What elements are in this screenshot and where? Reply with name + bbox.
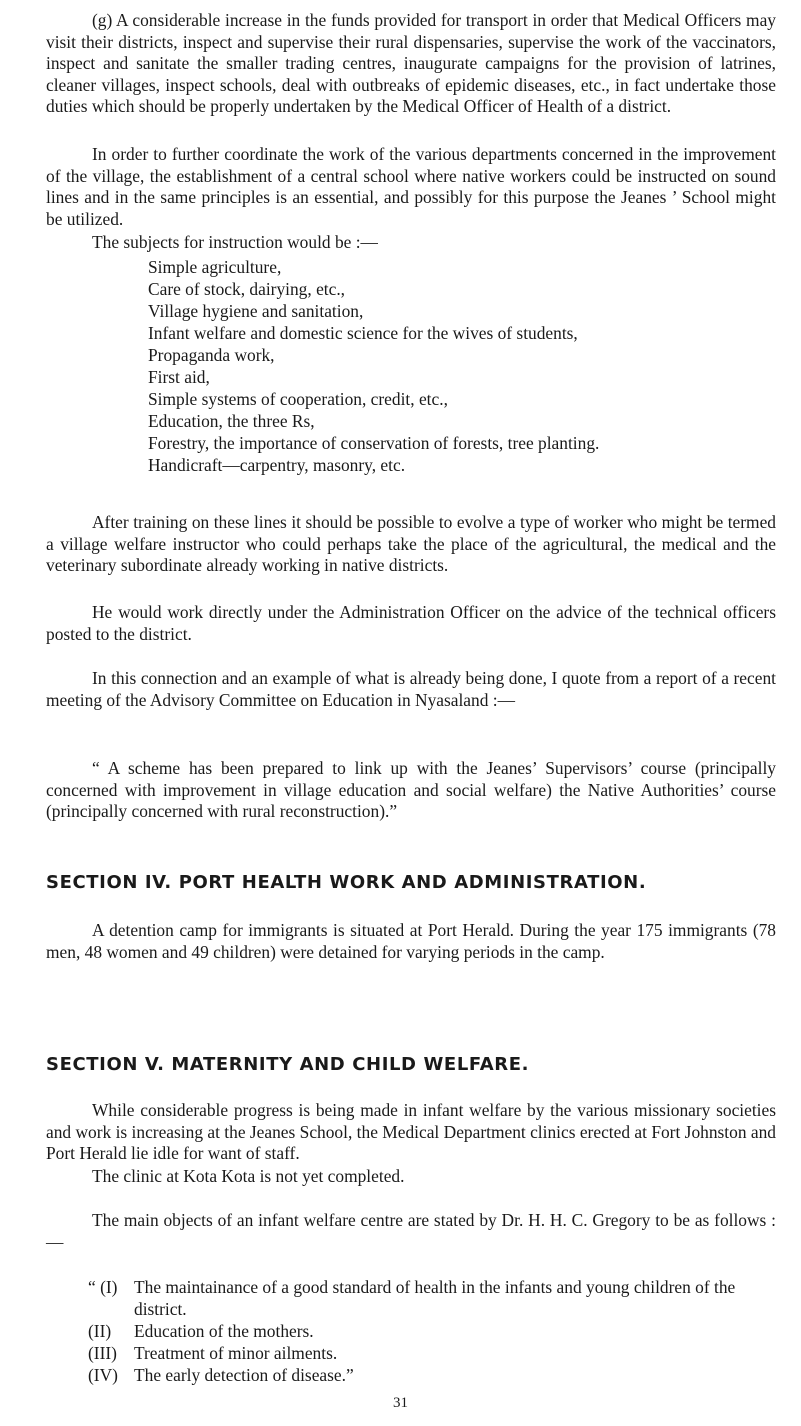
paragraph-he-would-work: He would work directly under the Administration Officer on the advice of the technical officers posted to the district. <box>46 602 776 644</box>
list-item <box>88 1364 778 1386</box>
paragraph-connection: In this connection and an example of what is already being done, I quote from a report of a recent meeting of the Advisory Committee on Education in Nyasaland :— <box>46 668 776 710</box>
list-item: Simple agriculture, <box>148 257 282 277</box>
list-item: Handicraft—carpentry, masonry, etc. <box>148 455 406 475</box>
section-iv-heading: SECTION IV. PORT HEALTH WORK AND ADMINISTRATION. <box>46 872 647 893</box>
list-item <box>88 1276 778 1320</box>
paragraph-detention: A detention camp for immigrants is situated at Port Herald. During the year 175 immigrants (78 men, 48 women and 49 children) were detained for varying periods in the camp. <box>46 920 776 962</box>
paragraph-coordinate: In order to further coordinate the work of the various departments concerned in the improvement of the village, the establishment of a central school where native workers could be instructed on sound lines and in the same principles is an essential, and possibly for this purpose the Jeanes ’ School might be utilized. <box>46 144 776 229</box>
list-item-number: “ (I) <box>88 1277 118 1297</box>
paragraph-g: (g) A considerable increase in the funds provided for transport in order that Medical Officers may visit their districts, inspect and supervise their rural dispensaries, supervise the work of the vaccinators, inspect and sanitate the smaller trading centres, inaugurate campaigns for the provision of latrines, cleaner villages, inspect schools, deal with outbreaks of epidemic diseases, etc., in fact undertake those duties which should be properly undertaken by the Medical Officer of Health of a district. <box>46 10 776 117</box>
list-item: Simple systems of cooperation, credit, etc., <box>148 389 448 409</box>
list-item: Forestry, the importance of conservation of forests, tree planting. <box>148 433 600 453</box>
paragraph-quote: “ A scheme has been prepared to link up with the Jeanes’ Supervisors’ course (principally concerned with improvement in village education and social welfare) the Native Authorities’ course (principally concerned with rural reconstruction).” <box>46 758 776 822</box>
list-item: Care of stock, dairying, etc., <box>148 279 346 299</box>
list-item-number: (II) <box>88 1321 112 1341</box>
paragraph-while: While considerable progress is being made in infant welfare by the various missionary societies and work is increasing at the Jeanes School, the Medical Department clinics erected at Fort Johnston and Port Herald lie idle for want of staff. <box>46 1100 776 1164</box>
page-number: 31 <box>393 1395 408 1411</box>
list-item-text: The early detection of disease.” <box>134 1365 354 1385</box>
list-item: First aid, <box>148 367 210 387</box>
list-item: Propaganda work, <box>148 345 275 365</box>
list-item-number: (IV) <box>88 1365 118 1385</box>
list-item <box>88 1342 778 1364</box>
list-item: Village hygiene and sanitation, <box>148 301 364 321</box>
paragraph-after-training: After training on these lines it should be possible to evolve a type of worker who might be termed a village welfare instructor who could perhaps take the place of the agricultural, the medical and the veterinary subordinate already working in native districts. <box>46 512 776 576</box>
list-item-number: (III) <box>88 1343 117 1363</box>
list-item-text: Education of the mothers. <box>134 1321 314 1341</box>
paragraph-kota-kota: The clinic at Kota Kota is not yet completed. <box>92 1166 405 1186</box>
list-item <box>88 1320 778 1342</box>
list-item: Infant welfare and domestic science for the wives of students, <box>148 323 578 343</box>
subjects-list <box>148 256 778 476</box>
list-item-text: Treatment of minor ailments. <box>134 1343 338 1363</box>
paragraph-subjects-intro: The subjects for instruction would be :— <box>92 232 378 252</box>
objects-list <box>88 1276 778 1386</box>
list-item: Education, the three Rs, <box>148 411 315 431</box>
paragraph-main-objects: The main objects of an infant welfare centre are stated by Dr. H. H. C. Gregory to be as follows :— <box>46 1210 776 1252</box>
section-v-heading: SECTION V. MATERNITY AND CHILD WELFARE. <box>46 1054 530 1075</box>
list-item-text: The maintainance of a good standard of health in the infants and young children of the district. <box>134 1277 736 1319</box>
